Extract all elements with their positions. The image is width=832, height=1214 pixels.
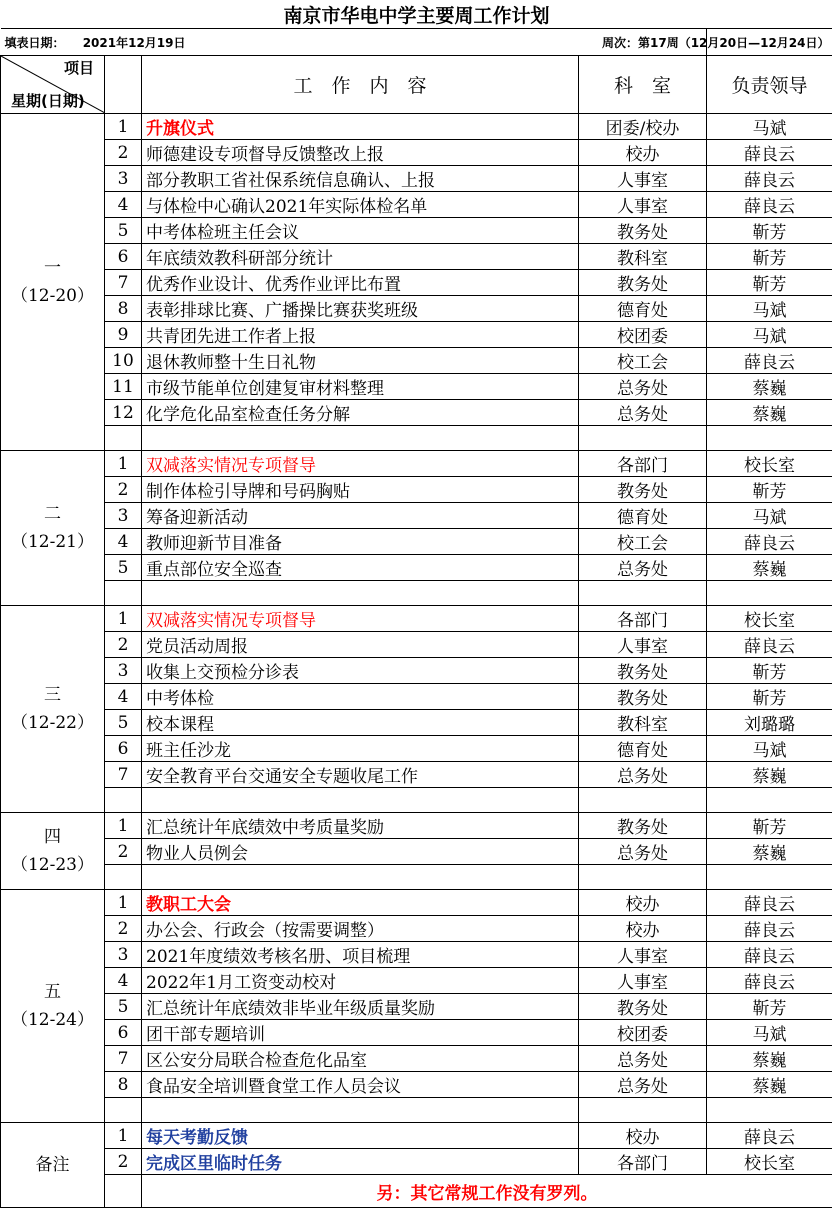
table-row [1, 1072, 832, 1098]
item-task: 升旗仪式 [142, 114, 579, 140]
item-task: 年底绩效教科研部分统计 [142, 244, 579, 270]
day-cell [1, 1123, 105, 1208]
blank-cell [579, 788, 707, 813]
item-task: 办公会、行政会（按需要调整） [142, 916, 579, 942]
table-row [1, 1123, 832, 1149]
item-lead: 薛良云 [707, 632, 832, 658]
table-row [1, 916, 832, 942]
table-row [1, 270, 832, 296]
day-date: （12-24） [10, 1010, 94, 1030]
item-number: 5 [105, 555, 142, 581]
item-dept: 总务处 [579, 762, 707, 788]
item-lead: 马斌 [707, 322, 832, 348]
day-date: （12-21） [10, 532, 94, 552]
item-number: 1 [105, 114, 142, 140]
day-name: 四 [44, 827, 61, 847]
item-lead: 蔡巍 [707, 839, 832, 865]
table-row [1, 994, 832, 1020]
table-row [1, 736, 832, 762]
item-task: 收集上交预检分诊表 [142, 658, 579, 684]
table-row [1, 400, 832, 426]
table-row [1, 968, 832, 994]
item-task: 中考体检班主任会议 [142, 218, 579, 244]
day-name: 五 [44, 982, 61, 1002]
item-task: 优秀作业设计、优秀作业评比布置 [142, 270, 579, 296]
item-dept: 德育处 [579, 503, 707, 529]
item-task: 物业人员例会 [142, 839, 579, 865]
item-lead: 薛良云 [707, 192, 832, 218]
blank-cell [579, 865, 707, 890]
blank-cell [105, 1175, 142, 1208]
table-row [1, 710, 832, 736]
header-corner-weekday: 星期(日期) [11, 92, 85, 110]
item-dept: 校工会 [579, 348, 707, 374]
item-dept: 教务处 [579, 477, 707, 503]
item-lead: 刘璐璐 [707, 710, 832, 736]
item-lead: 马斌 [707, 736, 832, 762]
fill-date-cell [1, 29, 707, 56]
table-row [1, 322, 832, 348]
header-corner [1, 56, 105, 114]
item-dept: 总务处 [579, 374, 707, 400]
item-number: 6 [105, 244, 142, 270]
item-dept: 总务处 [579, 1072, 707, 1098]
header-lead: 负责领导 [707, 56, 832, 114]
item-number: 3 [105, 658, 142, 684]
item-dept: 教务处 [579, 813, 707, 839]
day-name: 备注 [35, 1155, 70, 1175]
table-row [1, 658, 832, 684]
item-task: 汇总统计年底绩效中考质量奖励 [142, 813, 579, 839]
table-row [1, 166, 832, 192]
blank-cell [142, 581, 579, 606]
item-number: 6 [105, 1020, 142, 1046]
item-task: 安全教育平台交通安全专题收尾工作 [142, 762, 579, 788]
item-task: 汇总统计年底绩效非毕业年级质量奖励 [142, 994, 579, 1020]
item-lead: 蔡巍 [707, 555, 832, 581]
item-number: 1 [105, 813, 142, 839]
item-lead: 靳芳 [707, 477, 832, 503]
item-task: 每天考勤反馈 [142, 1123, 579, 1149]
item-number: 2 [105, 916, 142, 942]
item-lead: 靳芳 [707, 270, 832, 296]
item-lead: 靳芳 [707, 684, 832, 710]
table-row [1, 348, 832, 374]
item-lead: 薛良云 [707, 968, 832, 994]
week-info-text: 周次：第17周（12月20日—12月24日） [602, 36, 830, 50]
footer-note: 另：其它常规工作没有罗列。 [142, 1175, 832, 1208]
item-number: 1 [105, 1123, 142, 1149]
item-dept: 团委/校办 [579, 114, 707, 140]
item-number: 2 [105, 632, 142, 658]
item-number: 3 [105, 503, 142, 529]
item-task: 部分教职工省社保系统信息确认、上报 [142, 166, 579, 192]
item-lead: 靳芳 [707, 813, 832, 839]
item-task: 双减落实情况专项督导 [142, 451, 579, 477]
item-task: 筹备迎新活动 [142, 503, 579, 529]
blank-cell [105, 581, 142, 606]
item-lead: 马斌 [707, 1020, 832, 1046]
item-dept: 总务处 [579, 1046, 707, 1072]
table-row [1, 606, 832, 632]
item-number: 5 [105, 218, 142, 244]
blank-row [1, 426, 832, 451]
item-dept: 各部门 [579, 1149, 707, 1175]
item-number: 5 [105, 710, 142, 736]
table-row [1, 192, 832, 218]
item-dept: 德育处 [579, 736, 707, 762]
table-row [1, 762, 832, 788]
day-cell [1, 114, 105, 451]
item-lead: 薛良云 [707, 1123, 832, 1149]
item-dept: 校办 [579, 916, 707, 942]
fill-date-label: 填表日期： [4, 35, 65, 50]
blank-cell [105, 865, 142, 890]
table-row [1, 140, 832, 166]
item-dept: 人事室 [579, 166, 707, 192]
table-row [1, 1149, 832, 1175]
blank-cell [142, 1098, 579, 1123]
item-dept: 教科室 [579, 710, 707, 736]
item-task: 共青团先进工作者上报 [142, 322, 579, 348]
item-number: 7 [105, 762, 142, 788]
item-lead: 靳芳 [707, 218, 832, 244]
item-task: 党员活动周报 [142, 632, 579, 658]
item-lead: 蔡巍 [707, 762, 832, 788]
item-dept: 德育处 [579, 296, 707, 322]
week-info [602, 29, 832, 56]
item-lead: 蔡巍 [707, 1046, 832, 1072]
item-lead: 薛良云 [707, 890, 832, 916]
table-row [1, 374, 832, 400]
blank-cell [142, 788, 579, 813]
item-dept: 教务处 [579, 994, 707, 1020]
blank-cell [579, 1098, 707, 1123]
item-task: 校本课程 [142, 710, 579, 736]
day-name: 二 [44, 504, 61, 524]
table-row [1, 632, 832, 658]
blank-cell [707, 426, 832, 451]
item-task: 团干部专题培训 [142, 1020, 579, 1046]
item-lead: 靳芳 [707, 244, 832, 270]
table-row [1, 839, 832, 865]
fill-date-value: 2021年12月19日 [82, 35, 186, 50]
day-cell [1, 606, 105, 813]
blank-cell [707, 865, 832, 890]
blank-row [1, 1098, 832, 1123]
item-dept: 教务处 [579, 218, 707, 244]
item-task: 双减落实情况专项督导 [142, 606, 579, 632]
day-cell [1, 451, 105, 606]
table-row [1, 296, 832, 322]
item-task: 2021年度绩效考核名册、项目梳理 [142, 942, 579, 968]
item-number: 9 [105, 322, 142, 348]
item-lead: 靳芳 [707, 658, 832, 684]
item-number: 2 [105, 140, 142, 166]
blank-cell [105, 788, 142, 813]
table-row [1, 114, 832, 140]
table-row [1, 244, 832, 270]
item-task: 区公安分局联合检查危化品室 [142, 1046, 579, 1072]
item-task: 制作体检引导牌和号码胸贴 [142, 477, 579, 503]
item-lead: 蔡巍 [707, 400, 832, 426]
item-dept: 校团委 [579, 1020, 707, 1046]
item-task: 退休教师整十生日礼物 [142, 348, 579, 374]
blank-cell [105, 1098, 142, 1123]
item-lead: 马斌 [707, 503, 832, 529]
item-number: 11 [105, 374, 142, 400]
item-number: 4 [105, 968, 142, 994]
item-dept: 校办 [579, 1123, 707, 1149]
item-task: 表彰排球比赛、广播操比赛获奖班级 [142, 296, 579, 322]
item-number: 5 [105, 994, 142, 1020]
item-number: 12 [105, 400, 142, 426]
day-name: 三 [44, 685, 61, 705]
item-number: 10 [105, 348, 142, 374]
table-row [1, 477, 832, 503]
blank-cell [142, 426, 579, 451]
header-content: 工 作 内 容 [142, 56, 579, 114]
blank-cell [707, 788, 832, 813]
blank-row [1, 1175, 832, 1208]
item-task: 市级节能单位创建复审材料整理 [142, 374, 579, 400]
table-row [1, 555, 832, 581]
item-dept: 教务处 [579, 684, 707, 710]
item-dept: 校团委 [579, 322, 707, 348]
item-lead: 蔡巍 [707, 1072, 832, 1098]
item-number: 2 [105, 477, 142, 503]
item-task: 教职工大会 [142, 890, 579, 916]
item-dept: 总务处 [579, 555, 707, 581]
item-dept: 教科室 [579, 244, 707, 270]
item-dept: 校办 [579, 890, 707, 916]
day-date: （12-22） [10, 713, 94, 733]
item-dept: 人事室 [579, 192, 707, 218]
item-task: 完成区里临时任务 [142, 1149, 579, 1175]
blank-cell [707, 1098, 832, 1123]
table-row [1, 684, 832, 710]
table-row [1, 890, 832, 916]
item-number: 1 [105, 606, 142, 632]
item-number: 4 [105, 192, 142, 218]
item-dept: 人事室 [579, 942, 707, 968]
item-number: 4 [105, 684, 142, 710]
blank-row [1, 788, 832, 813]
item-number: 2 [105, 1149, 142, 1175]
item-task: 食品安全培训暨食堂工作人员会议 [142, 1072, 579, 1098]
page-title: 南京市华电中学主要周工作计划 [1, 0, 832, 29]
item-number: 7 [105, 270, 142, 296]
item-task: 2022年1月工资变动校对 [142, 968, 579, 994]
header-corner-project: 项目 [63, 59, 94, 77]
item-number: 2 [105, 839, 142, 865]
item-number: 8 [105, 296, 142, 322]
item-number: 8 [105, 1072, 142, 1098]
item-number: 3 [105, 166, 142, 192]
item-lead: 马斌 [707, 296, 832, 322]
item-dept: 人事室 [579, 632, 707, 658]
item-lead: 蔡巍 [707, 374, 832, 400]
item-lead: 校长室 [707, 1149, 832, 1175]
item-dept: 教务处 [579, 658, 707, 684]
table-row [1, 942, 832, 968]
item-task: 班主任沙龙 [142, 736, 579, 762]
item-dept: 校办 [579, 140, 707, 166]
item-task: 教师迎新节目准备 [142, 529, 579, 555]
item-number: 6 [105, 736, 142, 762]
day-name: 一 [44, 258, 61, 278]
item-dept: 校工会 [579, 529, 707, 555]
header-number [105, 56, 142, 114]
item-task: 与体检中心确认2021年实际体检名单 [142, 192, 579, 218]
item-task: 重点部位安全巡查 [142, 555, 579, 581]
blank-cell [105, 426, 142, 451]
blank-cell [579, 581, 707, 606]
item-lead: 薛良云 [707, 140, 832, 166]
item-lead: 马斌 [707, 114, 832, 140]
item-lead: 薛良云 [707, 942, 832, 968]
blank-row [1, 581, 832, 606]
blank-cell [142, 865, 579, 890]
item-lead: 薛良云 [707, 166, 832, 192]
item-dept: 各部门 [579, 606, 707, 632]
header-dept: 科 室 [579, 56, 707, 114]
item-lead: 校长室 [707, 606, 832, 632]
day-date: （12-20） [10, 286, 94, 306]
item-lead: 校长室 [707, 451, 832, 477]
item-lead: 薛良云 [707, 916, 832, 942]
item-task: 师德建设专项督导反馈整改上报 [142, 140, 579, 166]
blank-row [1, 865, 832, 890]
table-row [1, 218, 832, 244]
blank-cell [707, 581, 832, 606]
item-number: 3 [105, 942, 142, 968]
day-cell [1, 813, 105, 890]
item-number: 4 [105, 529, 142, 555]
item-number: 1 [105, 890, 142, 916]
day-cell [1, 890, 105, 1123]
item-dept: 人事室 [579, 968, 707, 994]
item-dept: 总务处 [579, 400, 707, 426]
item-dept: 各部门 [579, 451, 707, 477]
item-dept: 总务处 [579, 839, 707, 865]
item-lead: 薛良云 [707, 348, 832, 374]
item-lead: 薛良云 [707, 529, 832, 555]
item-dept: 教务处 [579, 270, 707, 296]
item-task: 中考体检 [142, 684, 579, 710]
item-task: 化学危化品室检查任务分解 [142, 400, 579, 426]
table-row [1, 813, 832, 839]
item-number: 7 [105, 1046, 142, 1072]
table-row [1, 1046, 832, 1072]
item-number: 1 [105, 451, 142, 477]
day-date: （12-23） [10, 855, 94, 875]
table-row [1, 451, 832, 477]
table-row [1, 503, 832, 529]
table-row [1, 1020, 832, 1046]
blank-cell [579, 426, 707, 451]
table-row [1, 529, 832, 555]
item-lead: 靳芳 [707, 994, 832, 1020]
